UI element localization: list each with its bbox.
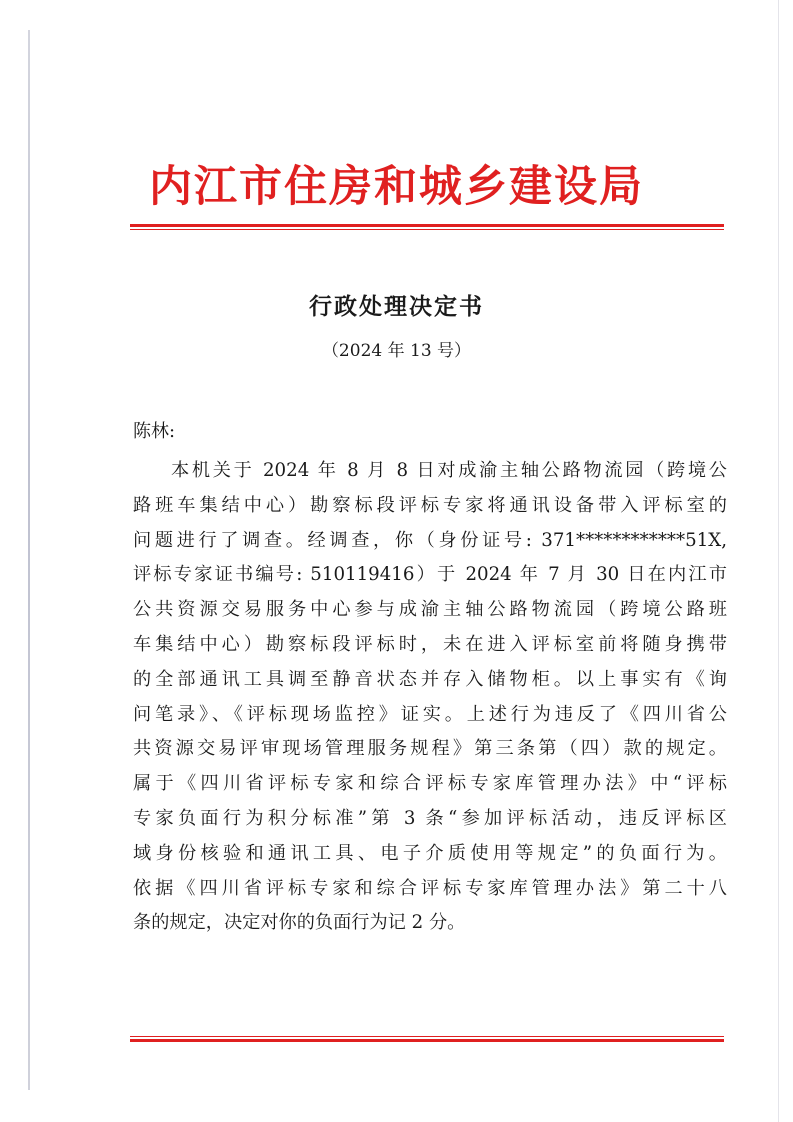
- body-line: 问题进行了调查。经调查，你（身份证号: 371************51X,: [133, 529, 727, 551]
- footer-red-rule: [130, 1036, 724, 1044]
- body-line: 专家负面行为积分标准”第 3 条“参加评标活动，违反评标区: [133, 807, 727, 829]
- body-line: 的全部通讯工具调至静音状态并存入储物柜。以上事实有《询: [133, 668, 727, 690]
- body-line: 路班车集结中心）勘察标段评标专家将通讯设备带入评标室的: [133, 494, 727, 516]
- body-line: 域身份核验和通讯工具、电子介质使用等规定”的负面行为。: [133, 842, 727, 864]
- body-line: 本机关于 2024 年 8 月 8 日对成渝主轴公路物流园（跨境公: [171, 460, 727, 481]
- body-line: 属于《四川省评标专家和综合评标专家库管理办法》中“评标: [133, 773, 727, 795]
- letterhead-rule-thick: [130, 224, 724, 227]
- document-number: （2024 年 13 号）: [321, 341, 472, 361]
- salutation: 陈林:: [133, 421, 176, 442]
- body-line: 评标专家证书编号: 510119416）于 2024 年 7 月 30 日在内江市: [133, 564, 727, 586]
- body-line: 依据《四川省评标专家和综合评标专家库管理办法》第二十八: [133, 877, 727, 899]
- body-line: 车集结中心）勘察标段评标时，未在进入评标室前将随身携带: [133, 633, 727, 655]
- footer-rule-thick: [130, 1039, 724, 1042]
- letterhead-red-rule: [130, 224, 724, 232]
- document-title: 行政处理决定书: [309, 294, 484, 320]
- agency-letterhead-title: 内江市住房和城乡建设局: [149, 162, 644, 212]
- body-line: 问笔录》、《评标现场监控》证实。上述行为违反了《四川省公: [133, 703, 727, 725]
- body-line: 条的规定，决定对你的负面行为记 2 分。: [133, 912, 466, 934]
- body-line: 公共资源交易服务中心参与成渝主轴公路物流园（跨境公路班: [133, 599, 727, 621]
- letterhead-rule-thin: [130, 229, 724, 230]
- footer-rule-thin: [130, 1036, 724, 1037]
- body-paragraph: [133, 454, 727, 941]
- body-line: 共资源交易评审现场管理服务规程》第三条第（四）款的规定。: [133, 738, 727, 760]
